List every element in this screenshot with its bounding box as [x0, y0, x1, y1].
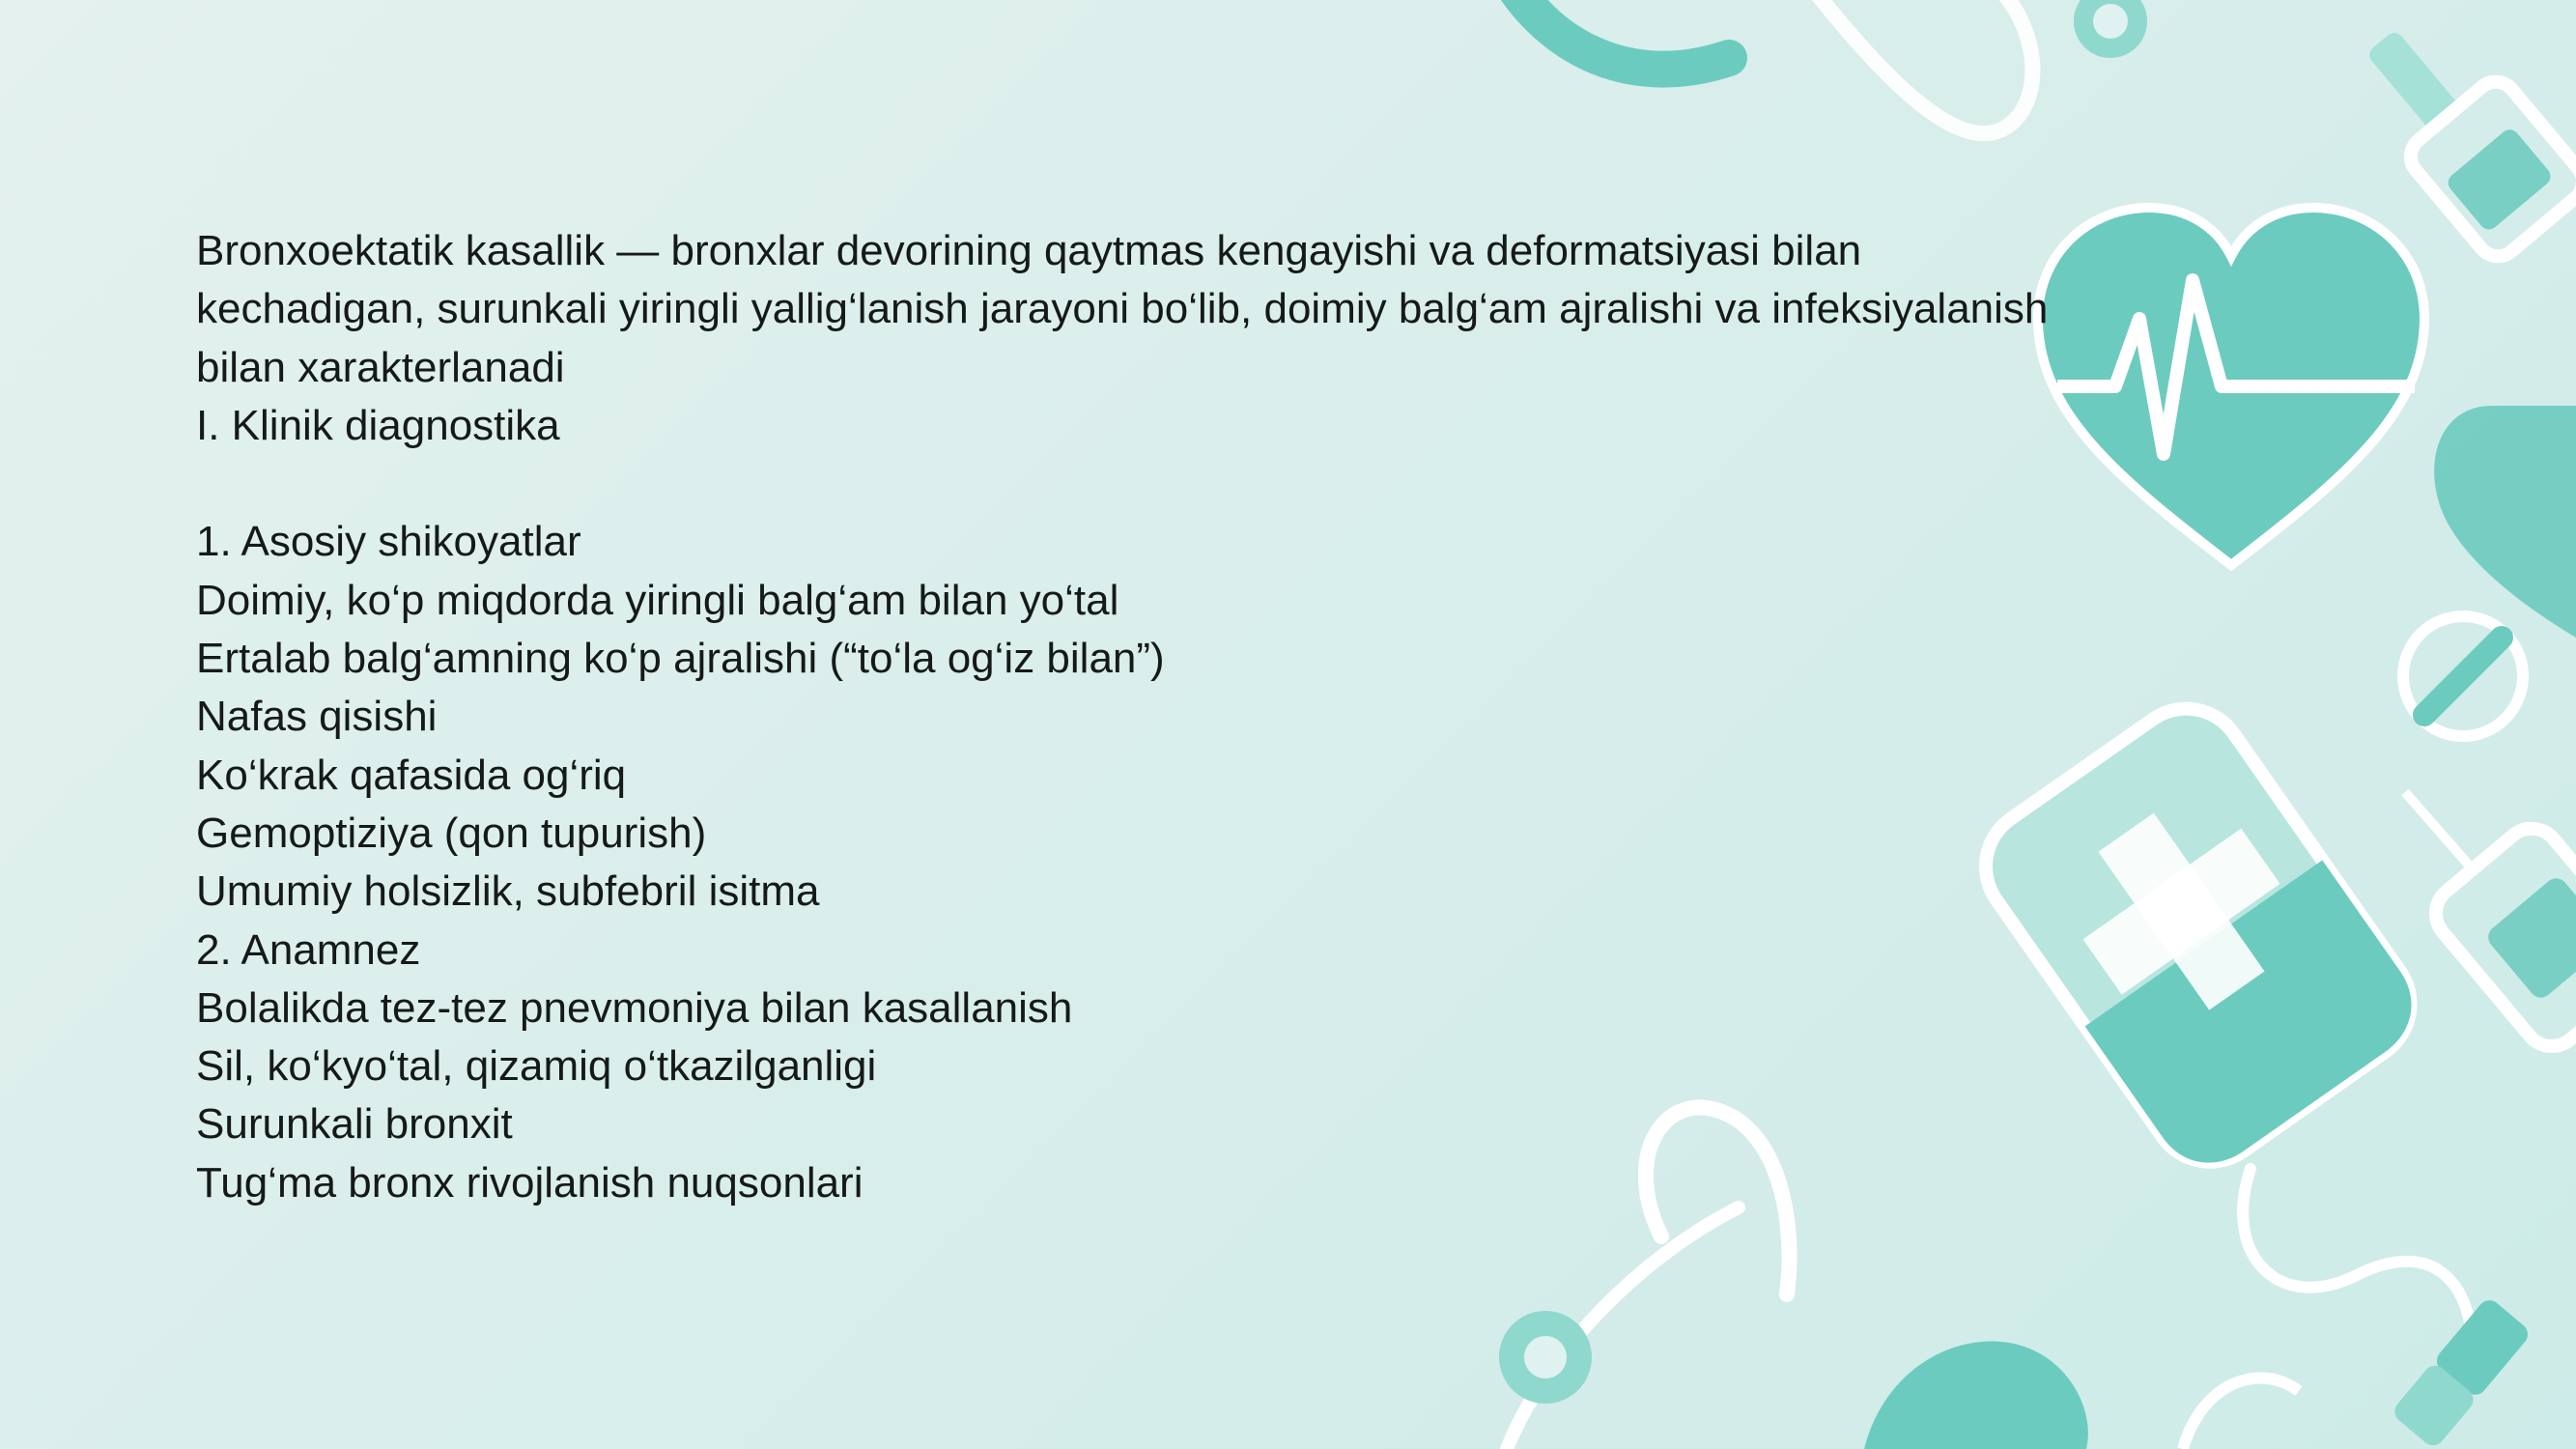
slide-text-body — [196, 222, 2051, 1212]
list-item: Umumiy holsizlik, subfebril isitma — [196, 867, 820, 916]
intro-definition: Bronxoektatik kasallik — bronxlar devorining qaytmas kengayishi va deformatsiyasi bilan kechadigan, surunkali yiringli yallig‘lanish jarayoni bo‘lib, doimiy balg‘am ajralishi va infeksiyalanish bilan xarakterlanadi — [196, 227, 2049, 391]
syringe-icon — [2365, 29, 2576, 265]
list-item: Gemoptiziya (qon tupurish) — [196, 809, 707, 857]
list-item: Ertalab balg‘amning ko‘p ajralishi (“to‘la og‘iz bilan”) — [196, 635, 1165, 683]
capsule-icon — [2434, 406, 2576, 638]
list-item: Surunkali bronxit — [196, 1100, 513, 1149]
blank-line — [196, 455, 2051, 513]
heart-pulse-icon — [2038, 208, 2424, 565]
list-item: Nafas qisishi — [196, 693, 438, 741]
list-item: Bolalikda tez-tez pnevmoniya bilan kasallanish — [196, 983, 1073, 1032]
complaints-heading: 1. Asosiy shikoyatlar — [196, 518, 581, 566]
list-item: Tug‘ma bronx rivojlanish nuqsonlari — [196, 1158, 863, 1207]
list-item: Sil, ko‘kyo‘tal, qizamiq o‘tkazilganligi — [196, 1042, 877, 1091]
list-item: Doimiy, ko‘p miqdorda yiringli balg‘am bilan yo‘tal — [196, 576, 1119, 624]
anamnesis-heading: 2. Anamnez — [196, 925, 421, 974]
list-item: Ko‘krak qafasida og‘riq — [196, 751, 627, 799]
section-heading: I. Klinik diagnostika — [196, 401, 560, 449]
pill-icon — [2403, 616, 2523, 736]
medicine-bottle-icon — [2405, 792, 2576, 1058]
stethoscope-icon — [1516, 0, 2147, 133]
